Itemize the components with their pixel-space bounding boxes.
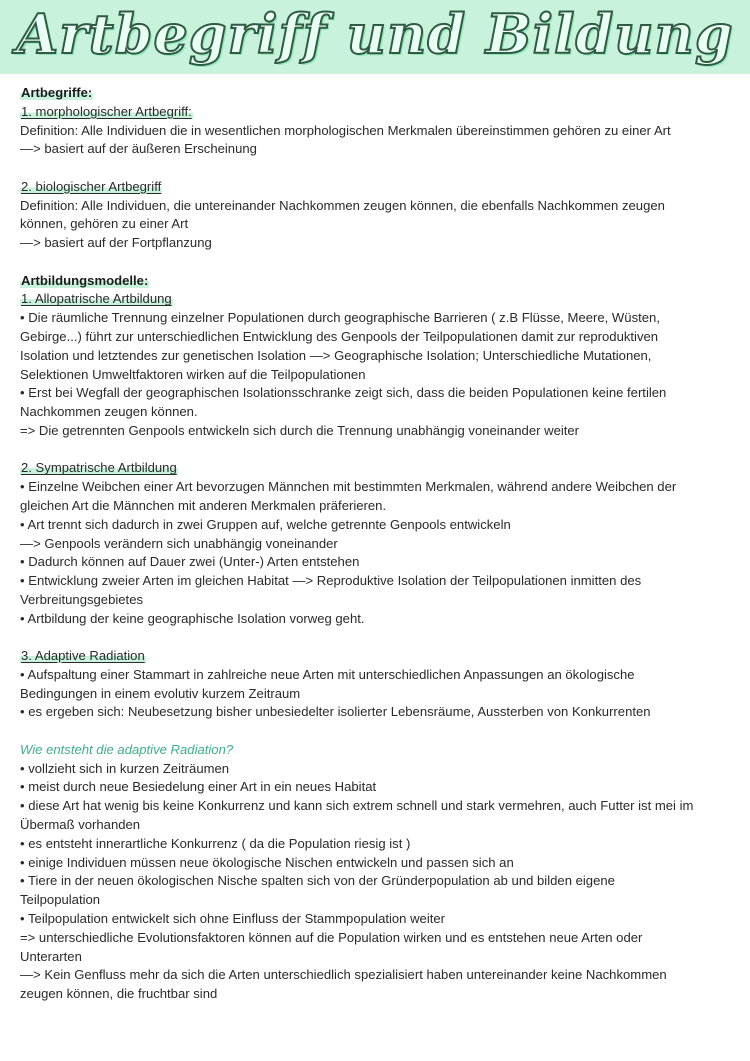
text-line: • es entsteht innerartliche Konkurrenz ( da die Population riesig ist ) xyxy=(20,835,411,851)
wie-text xyxy=(20,760,732,1004)
allopatrisch-text xyxy=(20,309,732,441)
modelle-heading: Artbildungsmodelle: xyxy=(21,272,149,288)
adaptiv-question: Wie entsteht die adaptive Radiation? xyxy=(20,741,234,757)
notes-body xyxy=(20,84,732,1004)
text-line: Definition: Alle Individuen die in wesentlichen morphologischen Merkmalen übereinstimmen gehören zu einer Art xyxy=(20,122,671,138)
text-line: Bedingungen in einem evolutiv kurzem Zeitraum xyxy=(20,685,301,701)
text-line: • meist durch neue Besiedelung einer Art in ein neues Habitat xyxy=(20,779,377,795)
bio-heading-line xyxy=(20,178,732,197)
sympatrisch-heading: 2. Sympatrische Artbildung xyxy=(21,460,177,476)
morph-text xyxy=(20,122,732,160)
text-line: können, gehören zu einer Art xyxy=(20,216,189,232)
text-line: • vollzieht sich in kurzen Zeiträumen xyxy=(20,760,230,776)
allopatrisch-heading-line xyxy=(20,290,732,309)
text-line: —> Kein Genfluss mehr da sich die Arten unterschiedlich spezialisiert haben untereinander keine Nachkommen xyxy=(20,967,667,983)
adaptiv-heading: 3. Adaptive Radiation xyxy=(21,648,145,664)
sympatrisch-heading-line xyxy=(20,459,732,478)
text-line: Unterarten xyxy=(20,948,82,964)
text-line: Übermaß vorhanden xyxy=(20,817,141,833)
text-line: => unterschiedliche Evolutionsfaktoren können auf die Population wirken und es entstehen neue Arten oder xyxy=(20,929,643,945)
text-line: —> basiert auf der äußeren Erscheinung xyxy=(20,141,257,157)
text-line: Verbreitungsgebietes xyxy=(20,591,144,607)
text-line: • Aufspaltung einer Stammart in zahlreiche neue Arten mit unterschiedlichen Anpassungen an ökologische xyxy=(20,666,635,682)
spacer xyxy=(20,159,732,178)
text-line: • einige Individuen müssen neue ökologische Nischen entwickeln und passen sich an xyxy=(20,854,514,870)
bio-text xyxy=(20,197,732,253)
text-line: —> basiert auf der Fortpflanzung xyxy=(20,235,212,251)
text-line: • es ergeben sich: Neubesetzung bisher unbesiedelter isolierter Lebensräume, Aussterben von Konkurrenten xyxy=(20,704,651,720)
text-line: Selektionen Umweltfaktoren wirken auf die Teilpopulationen xyxy=(20,366,366,382)
text-line: • Tiere in der neuen ökologischen Nische spalten sich von der Gründerpopulation ab und bilden eigene xyxy=(20,873,615,889)
spacer xyxy=(20,253,732,272)
text-line: => Die getrennten Genpools entwickeln sich durch die Trennung unabhängig voneinander weiter xyxy=(20,422,580,438)
bio-heading: 2. biologischer Artbegriff xyxy=(21,178,162,194)
text-line: • Teilpopulation entwickelt sich ohne Einfluss der Stammpopulation weiter xyxy=(20,911,446,927)
text-line: —> Genpools verändern sich unabhängig voneinander xyxy=(20,535,338,551)
text-line: Definition: Alle Individuen, die untereinander Nachkommen zeugen können, die ebenfalls Nachkommen zeugen xyxy=(20,197,665,213)
artbegriffe-heading: Artbegriffe: xyxy=(21,85,93,100)
text-line: gleichen Art die Männchen mit anderen Merkmalen präferieren. xyxy=(20,497,387,513)
text-line: • diese Art hat wenig bis keine Konkurrenz und kann sich extrem schnell und stark vermehren, auch Futter ist mei im xyxy=(20,798,694,814)
allopatrisch-heading: 1. Allopatrische Artbildung xyxy=(21,291,172,307)
morph-heading: 1. morphologischer Artbegriff: xyxy=(21,103,192,119)
text-line: zeugen können, die fruchtbar sind xyxy=(20,986,218,1002)
text-line: • Erst bei Wegfall der geographischen Isolationsschranke zeigt sich, dass die beiden Populationen keine fertilen xyxy=(20,385,667,401)
adaptiv-heading-line xyxy=(20,647,732,666)
spacer xyxy=(20,722,732,741)
text-line: • Artbildung der keine geographische Isolation vorweg geht. xyxy=(20,610,365,626)
text-line: Nachkommen zeugen können. xyxy=(20,404,198,420)
text-line: Teilpopulation xyxy=(20,892,101,908)
page-title: Artbegriff und Bildung xyxy=(16,2,734,66)
text-line: • Die räumliche Trennung einzelner Populationen durch geographische Barrieren ( z.B Flüsse, Meere, Wüsten, xyxy=(20,310,660,326)
text-line: Isolation und letztendes zur genetischen Isolation —> Geographische Isolation; Unterschiedliche Mutationen, xyxy=(20,347,652,363)
text-line: • Einzelne Weibchen einer Art bevorzugen Männchen mit bestimmten Merkmalen, während andere Weibchen der xyxy=(20,479,677,495)
morph-heading-line xyxy=(20,103,732,122)
text-line: • Dadurch können auf Dauer zwei (Unter-) Arten entstehen xyxy=(20,554,360,570)
sympatrisch-text xyxy=(20,478,732,628)
text-line: • Art trennt sich dadurch in zwei Gruppen auf, welche getrennte Genpools entwickeln xyxy=(20,516,511,532)
text-line: Gebirge...) führt zur unterschiedlichen Entwicklung des Genpools der Teilpopulationen damit zur reproduktiven xyxy=(20,328,659,344)
spacer xyxy=(20,629,732,648)
artbegriffe-heading-line xyxy=(20,84,732,103)
modelle-heading-line xyxy=(20,272,732,291)
text-line: • Entwicklung zweier Arten im gleichen Habitat —> Reproduktive Isolation der Teilpopulationen inmitten des xyxy=(20,573,642,589)
spacer xyxy=(20,441,732,460)
adaptiv-text xyxy=(20,666,732,722)
